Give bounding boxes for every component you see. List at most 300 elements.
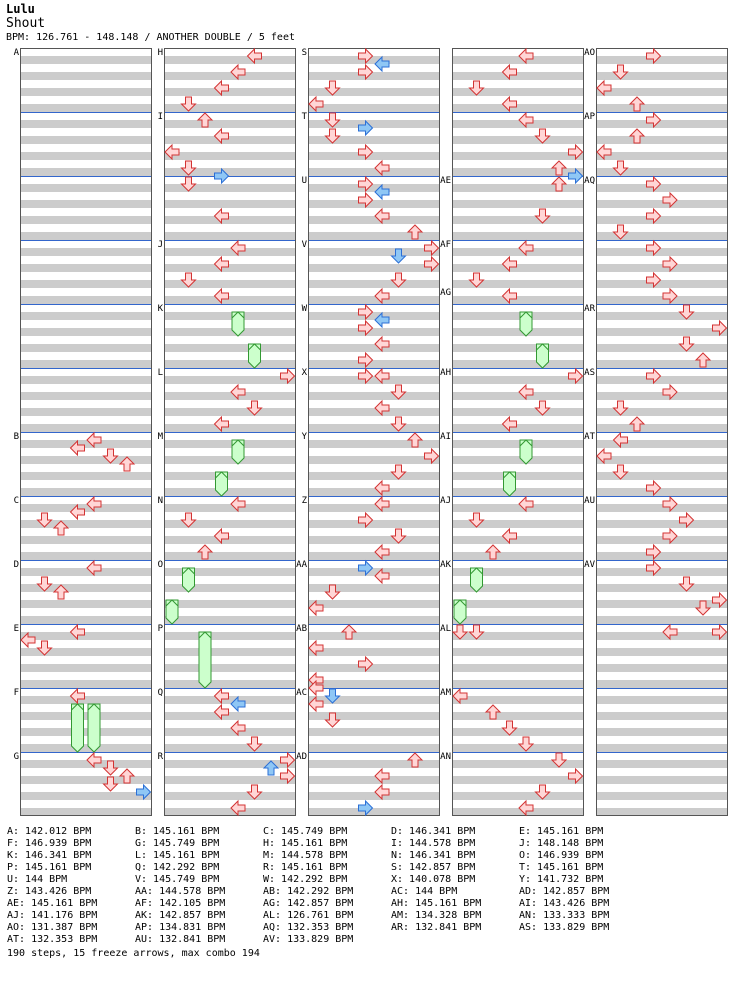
beat-stripe bbox=[164, 616, 296, 624]
bpm-section-label: X bbox=[301, 368, 307, 378]
beat-stripe bbox=[308, 648, 440, 656]
bpm-section-label: O bbox=[157, 560, 163, 570]
beat-stripe bbox=[596, 360, 728, 368]
beat-stripe bbox=[596, 712, 728, 720]
beat-stripe bbox=[20, 696, 152, 704]
bpm-section-label: AN bbox=[440, 752, 451, 762]
bpm-section-label: AO bbox=[584, 48, 595, 58]
beat-stripe bbox=[452, 744, 584, 752]
beat-stripe bbox=[20, 184, 152, 192]
beat-stripe bbox=[596, 792, 728, 800]
beat-stripe bbox=[308, 664, 440, 672]
beat-stripe bbox=[20, 376, 152, 384]
beat-stripe bbox=[164, 680, 296, 688]
beat-stripe bbox=[308, 632, 440, 640]
bpm-section-label: K bbox=[157, 304, 163, 314]
bpm-legend bbox=[7, 826, 647, 946]
bpm-section-label: AE bbox=[440, 176, 451, 186]
bpm-section-label: C bbox=[13, 496, 19, 506]
beat-stripe bbox=[308, 488, 440, 496]
legend-entry: AB: 142.292 BPM bbox=[263, 886, 354, 897]
beat-stripe bbox=[452, 696, 584, 704]
beat-stripe bbox=[308, 232, 440, 240]
beat-stripe bbox=[596, 776, 728, 784]
bpm-section-label: U bbox=[301, 176, 307, 186]
beat-stripe bbox=[164, 712, 296, 720]
beat-stripe bbox=[20, 504, 152, 512]
beat-stripe bbox=[452, 408, 584, 416]
beat-stripe bbox=[20, 88, 152, 96]
beat-stripe bbox=[308, 440, 440, 448]
bpm-section-label: R bbox=[157, 752, 163, 762]
beat-stripe bbox=[596, 424, 728, 432]
beat-stripe bbox=[308, 328, 440, 336]
beat-stripe bbox=[308, 680, 440, 688]
legend-row bbox=[7, 862, 647, 874]
bpm-section-label: AS bbox=[584, 368, 595, 378]
legend-row bbox=[7, 934, 647, 946]
beat-stripe bbox=[164, 600, 296, 608]
beat-stripe bbox=[308, 616, 440, 624]
beat-stripe bbox=[308, 536, 440, 544]
legend-entry: AN: 133.333 BPM bbox=[519, 910, 610, 921]
beat-stripe bbox=[308, 312, 440, 320]
legend-entry: N: 146.341 BPM bbox=[391, 850, 476, 861]
beat-stripe bbox=[308, 568, 440, 576]
beat-stripe bbox=[20, 408, 152, 416]
beat-stripe bbox=[308, 264, 440, 272]
beat-stripe bbox=[164, 696, 296, 704]
beat-stripe bbox=[596, 120, 728, 128]
beat-stripe bbox=[596, 632, 728, 640]
legend-entry: AQ: 132.353 BPM bbox=[263, 922, 354, 933]
beat-stripe bbox=[20, 760, 152, 768]
beat-stripe bbox=[20, 232, 152, 240]
legend-entry: S: 142.857 BPM bbox=[391, 862, 476, 873]
beat-stripe bbox=[452, 184, 584, 192]
beat-stripe bbox=[596, 264, 728, 272]
beat-stripe bbox=[308, 248, 440, 256]
beat-stripe bbox=[164, 312, 296, 320]
beat-stripe bbox=[164, 408, 296, 416]
beat-stripe bbox=[596, 184, 728, 192]
beat-stripe bbox=[452, 648, 584, 656]
beat-stripe bbox=[308, 200, 440, 208]
legend-row bbox=[7, 850, 647, 862]
step-summary: 190 steps, 15 freeze arrows, max combo 194 bbox=[7, 948, 260, 959]
beat-stripe bbox=[308, 392, 440, 400]
beat-stripe bbox=[452, 664, 584, 672]
beat-stripe bbox=[20, 280, 152, 288]
beat-stripe bbox=[308, 296, 440, 304]
beat-stripe bbox=[20, 680, 152, 688]
legend-entry: AI: 143.426 BPM bbox=[519, 898, 610, 909]
beat-stripe bbox=[452, 792, 584, 800]
beat-stripe bbox=[452, 328, 584, 336]
bpm-section-label: AK bbox=[440, 560, 451, 570]
beat-stripe bbox=[20, 472, 152, 480]
beat-stripe bbox=[596, 328, 728, 336]
beat-stripe bbox=[164, 88, 296, 96]
beat-stripe bbox=[164, 792, 296, 800]
beat-stripe bbox=[20, 200, 152, 208]
beat-stripe bbox=[308, 744, 440, 752]
beat-stripe bbox=[452, 504, 584, 512]
bpm-section-label: H bbox=[157, 48, 163, 58]
beat-stripe bbox=[596, 200, 728, 208]
beat-stripe bbox=[20, 744, 152, 752]
legend-entry: H: 145.161 BPM bbox=[263, 838, 348, 849]
beat-stripe bbox=[20, 360, 152, 368]
beat-stripe bbox=[596, 536, 728, 544]
beat-stripe bbox=[308, 344, 440, 352]
beat-stripe bbox=[164, 152, 296, 160]
beat-stripe bbox=[596, 56, 728, 64]
beat-stripe bbox=[452, 600, 584, 608]
beat-stripe bbox=[20, 536, 152, 544]
legend-entry: D: 146.341 BPM bbox=[391, 826, 476, 837]
beat-stripe bbox=[164, 776, 296, 784]
beat-stripe bbox=[164, 472, 296, 480]
beat-stripe bbox=[452, 248, 584, 256]
beat-stripe bbox=[308, 280, 440, 288]
beat-stripe bbox=[308, 552, 440, 560]
bpm-section-label: P bbox=[157, 624, 163, 634]
beat-stripe bbox=[308, 456, 440, 464]
beat-stripe bbox=[164, 504, 296, 512]
beat-stripe bbox=[164, 56, 296, 64]
beat-stripe bbox=[452, 456, 584, 464]
beat-stripe bbox=[20, 488, 152, 496]
beat-stripe bbox=[20, 568, 152, 576]
beat-stripe bbox=[596, 760, 728, 768]
beat-stripe bbox=[164, 200, 296, 208]
beat-stripe bbox=[596, 248, 728, 256]
legend-entry: V: 145.749 BPM bbox=[135, 874, 220, 885]
beat-stripe bbox=[452, 712, 584, 720]
bpm-section-label: A bbox=[13, 48, 19, 58]
legend-entry: AL: 126.761 BPM bbox=[263, 910, 354, 921]
beat-stripe bbox=[308, 504, 440, 512]
beat-stripe bbox=[452, 552, 584, 560]
beat-stripe bbox=[452, 264, 584, 272]
legend-entry: AD: 142.857 BPM bbox=[519, 886, 610, 897]
bpm-section-label: G bbox=[13, 752, 19, 762]
beat-stripe bbox=[20, 600, 152, 608]
beat-stripe bbox=[164, 344, 296, 352]
beat-stripe bbox=[596, 680, 728, 688]
beat-stripe bbox=[452, 152, 584, 160]
bpm-section-label: AU bbox=[584, 496, 595, 506]
beat-stripe bbox=[596, 104, 728, 112]
bpm-range-line: BPM: 126.761 - 148.148 / ANOTHER DOUBLE / 5 feet bbox=[6, 32, 295, 43]
beat-stripe bbox=[20, 632, 152, 640]
bpm-section-label: I bbox=[157, 112, 163, 122]
bpm-section-label: M bbox=[157, 432, 163, 442]
legend-entry: W: 142.292 BPM bbox=[263, 874, 348, 885]
beat-stripe bbox=[164, 632, 296, 640]
beat-stripe bbox=[20, 392, 152, 400]
beat-stripe bbox=[596, 456, 728, 464]
beat-stripe bbox=[20, 328, 152, 336]
beat-stripe bbox=[164, 424, 296, 432]
legend-entry: AG: 142.857 BPM bbox=[263, 898, 354, 909]
bpm-section-label: F bbox=[13, 688, 19, 698]
beat-stripe bbox=[596, 664, 728, 672]
legend-entry: I: 144.578 BPM bbox=[391, 838, 476, 849]
beat-stripe bbox=[164, 360, 296, 368]
beat-stripe bbox=[308, 808, 440, 816]
bpm-section-label: N bbox=[157, 496, 163, 506]
beat-stripe bbox=[596, 744, 728, 752]
beat-stripe bbox=[452, 488, 584, 496]
beat-stripe bbox=[308, 72, 440, 80]
beat-stripe bbox=[164, 664, 296, 672]
beat-stripe bbox=[164, 440, 296, 448]
bpm-section-label: S bbox=[301, 48, 307, 58]
beat-stripe bbox=[452, 360, 584, 368]
beat-stripe bbox=[308, 408, 440, 416]
bpm-section-label: W bbox=[301, 304, 307, 314]
beat-stripe bbox=[20, 264, 152, 272]
legend-entry: AT: 132.353 BPM bbox=[7, 934, 98, 945]
legend-row bbox=[7, 922, 647, 934]
bpm-section-label: E bbox=[13, 624, 19, 634]
bpm-section-label: B bbox=[13, 432, 19, 442]
beat-stripe bbox=[452, 312, 584, 320]
bpm-section-label: AP bbox=[584, 112, 595, 122]
beat-stripe bbox=[596, 552, 728, 560]
beat-stripe bbox=[596, 568, 728, 576]
beat-stripe bbox=[596, 296, 728, 304]
beat-stripe bbox=[164, 264, 296, 272]
beat-stripe bbox=[596, 808, 728, 816]
beat-stripe bbox=[308, 104, 440, 112]
beat-stripe bbox=[308, 584, 440, 592]
legend-entry: AA: 144.578 BPM bbox=[135, 886, 226, 897]
beat-stripe bbox=[164, 744, 296, 752]
beat-stripe bbox=[308, 792, 440, 800]
beat-stripe bbox=[596, 520, 728, 528]
beat-stripe bbox=[20, 424, 152, 432]
beat-stripe bbox=[20, 104, 152, 112]
beat-stripe bbox=[164, 72, 296, 80]
beat-stripe bbox=[164, 248, 296, 256]
beat-stripe bbox=[164, 728, 296, 736]
beat-stripe bbox=[452, 136, 584, 144]
beat-stripe bbox=[164, 120, 296, 128]
beat-stripe bbox=[596, 728, 728, 736]
legend-row bbox=[7, 910, 647, 922]
legend-row bbox=[7, 826, 647, 838]
legend-entry: AV: 133.829 BPM bbox=[263, 934, 354, 945]
beat-stripe bbox=[596, 584, 728, 592]
legend-entry: G: 145.749 BPM bbox=[135, 838, 220, 849]
beat-stripe bbox=[308, 776, 440, 784]
beat-stripe bbox=[596, 488, 728, 496]
beat-stripe bbox=[596, 152, 728, 160]
beat-stripe bbox=[596, 312, 728, 320]
beat-stripe bbox=[20, 152, 152, 160]
legend-entry: E: 145.161 BPM bbox=[519, 826, 604, 837]
beat-stripe bbox=[20, 440, 152, 448]
legend-entry: AC: 144 BPM bbox=[391, 886, 458, 897]
bpm-section-label: AV bbox=[584, 560, 595, 570]
legend-entry: AE: 145.161 BPM bbox=[7, 898, 98, 909]
legend-row bbox=[7, 838, 647, 850]
beat-stripe bbox=[164, 648, 296, 656]
legend-entry: AU: 132.841 BPM bbox=[135, 934, 226, 945]
bpm-section-label: AC bbox=[296, 688, 307, 698]
beat-stripe bbox=[20, 792, 152, 800]
beat-stripe bbox=[308, 600, 440, 608]
beat-stripe bbox=[308, 168, 440, 176]
beat-stripe bbox=[452, 472, 584, 480]
beat-stripe bbox=[20, 808, 152, 816]
beat-stripe bbox=[308, 728, 440, 736]
beat-stripe bbox=[164, 536, 296, 544]
legend-entry: Q: 142.292 BPM bbox=[135, 862, 220, 873]
legend-entry: M: 144.578 BPM bbox=[263, 850, 348, 861]
beat-stripe bbox=[452, 776, 584, 784]
beat-stripe bbox=[596, 376, 728, 384]
beat-stripe bbox=[452, 392, 584, 400]
legend-entry: R: 145.161 BPM bbox=[263, 862, 348, 873]
beat-stripe bbox=[308, 424, 440, 432]
freeze-arrow bbox=[88, 704, 100, 752]
bpm-section-label: AG bbox=[440, 288, 451, 298]
beat-stripe bbox=[164, 392, 296, 400]
freeze-arrow bbox=[72, 704, 84, 752]
beat-stripe bbox=[20, 728, 152, 736]
beat-stripe bbox=[164, 456, 296, 464]
beat-stripe bbox=[308, 56, 440, 64]
legend-entry: C: 145.749 BPM bbox=[263, 826, 348, 837]
legend-entry: AM: 134.328 BPM bbox=[391, 910, 482, 921]
beat-stripe bbox=[452, 376, 584, 384]
beat-stripe bbox=[452, 200, 584, 208]
beat-stripe bbox=[452, 120, 584, 128]
beat-stripe bbox=[452, 680, 584, 688]
bpm-section-label: L bbox=[157, 368, 163, 378]
beat-stripe bbox=[596, 136, 728, 144]
legend-entry: AJ: 141.176 BPM bbox=[7, 910, 98, 921]
freeze-arrow bbox=[199, 632, 211, 688]
legend-entry: B: 145.161 BPM bbox=[135, 826, 220, 837]
beat-stripe bbox=[20, 344, 152, 352]
beat-stripe bbox=[164, 296, 296, 304]
beat-stripe bbox=[20, 664, 152, 672]
beat-stripe bbox=[308, 712, 440, 720]
beat-stripe bbox=[308, 520, 440, 528]
beat-stripe bbox=[20, 552, 152, 560]
beat-stripe bbox=[452, 168, 584, 176]
beat-stripe bbox=[452, 616, 584, 624]
legend-entry: L: 145.161 BPM bbox=[135, 850, 220, 861]
beat-stripe bbox=[452, 216, 584, 224]
beat-stripe bbox=[452, 56, 584, 64]
beat-stripe bbox=[596, 88, 728, 96]
beat-stripe bbox=[452, 232, 584, 240]
beat-stripe bbox=[164, 232, 296, 240]
beat-stripe bbox=[452, 344, 584, 352]
legend-entry: O: 146.939 BPM bbox=[519, 850, 604, 861]
legend-entry: AP: 134.831 BPM bbox=[135, 922, 226, 933]
legend-entry: Y: 141.732 BPM bbox=[519, 874, 604, 885]
bpm-section-label: Q bbox=[157, 688, 163, 698]
beat-stripe bbox=[596, 280, 728, 288]
beat-stripe bbox=[20, 296, 152, 304]
beat-stripe bbox=[20, 56, 152, 64]
legend-row bbox=[7, 898, 647, 910]
bpm-section-label: T bbox=[301, 112, 307, 122]
beat-stripe bbox=[452, 440, 584, 448]
legend-entry: J: 148.148 BPM bbox=[519, 838, 604, 849]
beat-stripe bbox=[164, 136, 296, 144]
beat-stripe bbox=[20, 616, 152, 624]
beat-stripe bbox=[596, 504, 728, 512]
beat-stripe bbox=[452, 424, 584, 432]
legend-entry: T: 145.161 BPM bbox=[519, 862, 604, 873]
legend-entry: AS: 133.829 BPM bbox=[519, 922, 610, 933]
legend-entry: AH: 145.161 BPM bbox=[391, 898, 482, 909]
bpm-section-label: V bbox=[301, 240, 307, 250]
beat-stripe bbox=[20, 168, 152, 176]
legend-row bbox=[7, 886, 647, 898]
beat-stripe bbox=[20, 136, 152, 144]
bpm-section-label: Y bbox=[301, 432, 307, 442]
beat-stripe bbox=[20, 216, 152, 224]
beat-stripe bbox=[308, 152, 440, 160]
beat-stripe bbox=[308, 360, 440, 368]
beat-stripe bbox=[164, 216, 296, 224]
bpm-section-label: AL bbox=[440, 624, 451, 634]
legend-entry: P: 145.161 BPM bbox=[7, 862, 92, 873]
beat-stripe bbox=[20, 712, 152, 720]
legend-entry: AK: 142.857 BPM bbox=[135, 910, 226, 921]
legend-entry: K: 146.341 BPM bbox=[7, 850, 92, 861]
bpm-section-label: AM bbox=[440, 688, 451, 698]
legend-entry: AO: 131.387 BPM bbox=[7, 922, 98, 933]
beat-stripe bbox=[20, 120, 152, 128]
beat-stripe bbox=[452, 808, 584, 816]
bpm-section-label: AD bbox=[296, 752, 307, 762]
bpm-section-label: AB bbox=[296, 624, 307, 634]
beat-stripe bbox=[452, 296, 584, 304]
beat-stripe bbox=[20, 248, 152, 256]
legend-entry: A: 142.012 BPM bbox=[7, 826, 92, 837]
beat-stripe bbox=[452, 728, 584, 736]
beat-stripe bbox=[596, 616, 728, 624]
bpm-section-label: AQ bbox=[584, 176, 595, 186]
beat-stripe bbox=[452, 104, 584, 112]
beat-stripe bbox=[20, 312, 152, 320]
beat-stripe bbox=[164, 808, 296, 816]
beat-stripe bbox=[596, 392, 728, 400]
beat-stripe bbox=[164, 376, 296, 384]
bpm-section-label: AJ bbox=[440, 496, 451, 506]
bpm-section-label: AR bbox=[584, 304, 595, 314]
bpm-section-label: J bbox=[157, 240, 163, 250]
beat-stripe bbox=[596, 216, 728, 224]
beat-stripe bbox=[308, 376, 440, 384]
beat-stripe bbox=[596, 648, 728, 656]
bpm-section-label: D bbox=[13, 560, 19, 570]
legend-entry: X: 140.078 BPM bbox=[391, 874, 476, 885]
bpm-section-label: AA bbox=[296, 560, 307, 570]
legend-entry: AR: 132.841 BPM bbox=[391, 922, 482, 933]
beat-stripe bbox=[20, 776, 152, 784]
